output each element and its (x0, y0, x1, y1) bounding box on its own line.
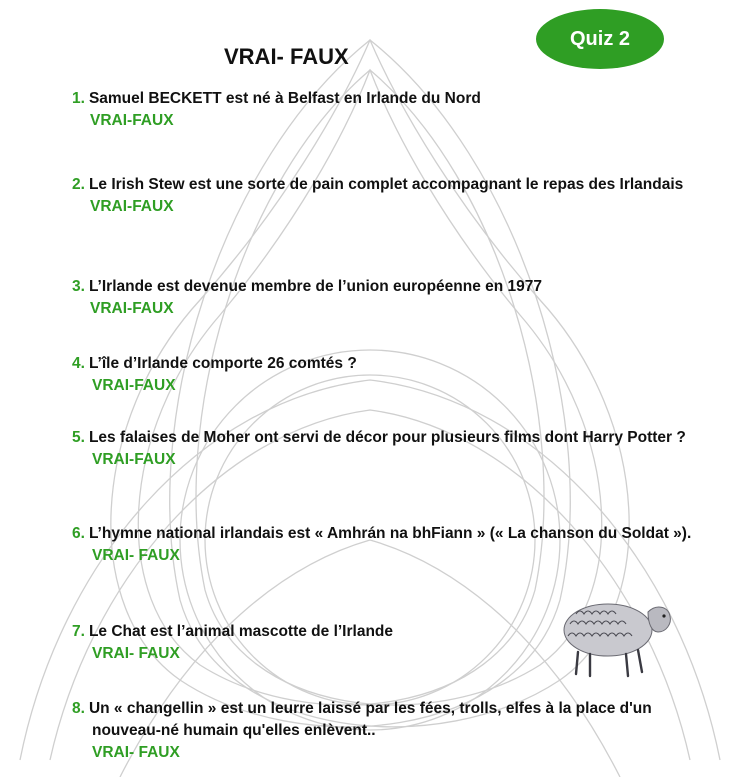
quiz-badge (536, 9, 664, 69)
question-6-answer[interactable]: VRAI- FAUX (92, 547, 180, 564)
question-7-text-block (72, 621, 552, 643)
question-4-text: L’île d’Irlande comporte 26 comtés ? (88, 355, 357, 372)
question-3-text-block (72, 276, 712, 298)
question-1-text: Samuel BECKETT est né à Belfast en Irlande du Nord (88, 90, 481, 107)
question-2-answer[interactable]: VRAI-FAUX (90, 198, 174, 215)
question-5-text: Les falaises de Moher ont servi de décor pour plusieurs films dont Harry Potter ? (88, 429, 686, 446)
question-4-text-block (72, 353, 712, 375)
question-5-text-block (72, 427, 722, 449)
question-5-answer[interactable]: VRAI-FAUX (92, 451, 176, 468)
question-8-text-block (72, 698, 712, 742)
question-8 (72, 698, 712, 762)
question-2 (72, 174, 712, 216)
question-6-text-block (72, 523, 732, 545)
question-7-number: 7. (72, 623, 85, 640)
question-8-answer[interactable]: VRAI- FAUX (92, 744, 180, 761)
question-6 (72, 523, 712, 565)
question-6-text: L’hymne national irlandais est « Amhrán na bhFiann » (« La chanson du Soldat »). (88, 525, 692, 542)
question-6-number: 6. (72, 525, 85, 542)
question-1-text-block (72, 88, 712, 110)
question-3-answer[interactable]: VRAI-FAUX (90, 300, 174, 317)
question-8-number: 8. (72, 700, 85, 717)
quiz-badge-label: Quiz 2 (569, 27, 630, 50)
sheep-icon (556, 590, 674, 680)
page-title: VRAI- FAUX (224, 44, 349, 69)
question-2-text-block (72, 174, 692, 196)
question-1-answer[interactable]: VRAI-FAUX (90, 112, 174, 129)
question-7-answer[interactable]: VRAI- FAUX (92, 645, 180, 662)
question-5-number: 5. (72, 429, 85, 446)
question-2-number: 2. (72, 176, 85, 193)
question-2-text: Le Irish Stew est une sorte de pain complet accompagnant le repas des Irlandais (88, 176, 684, 193)
question-4-number: 4. (72, 355, 85, 372)
question-3-number: 3. (72, 278, 85, 295)
question-4 (72, 353, 712, 395)
question-3-text: L’Irlande est devenue membre de l’union européenne en 1977 (88, 278, 543, 295)
question-7-text: Le Chat est l’animal mascotte de l’Irlande (88, 623, 394, 640)
question-8-text: Un « changellin » est un leurre laissé par les fées, trolls, elfes à la place d'un nouveau-né humain qu'elles enlèvent.. (88, 700, 652, 739)
question-1 (72, 88, 712, 130)
question-4-answer[interactable]: VRAI-FAUX (92, 377, 176, 394)
question-3 (72, 276, 712, 318)
question-5 (72, 427, 712, 469)
question-1-number: 1. (72, 90, 85, 107)
